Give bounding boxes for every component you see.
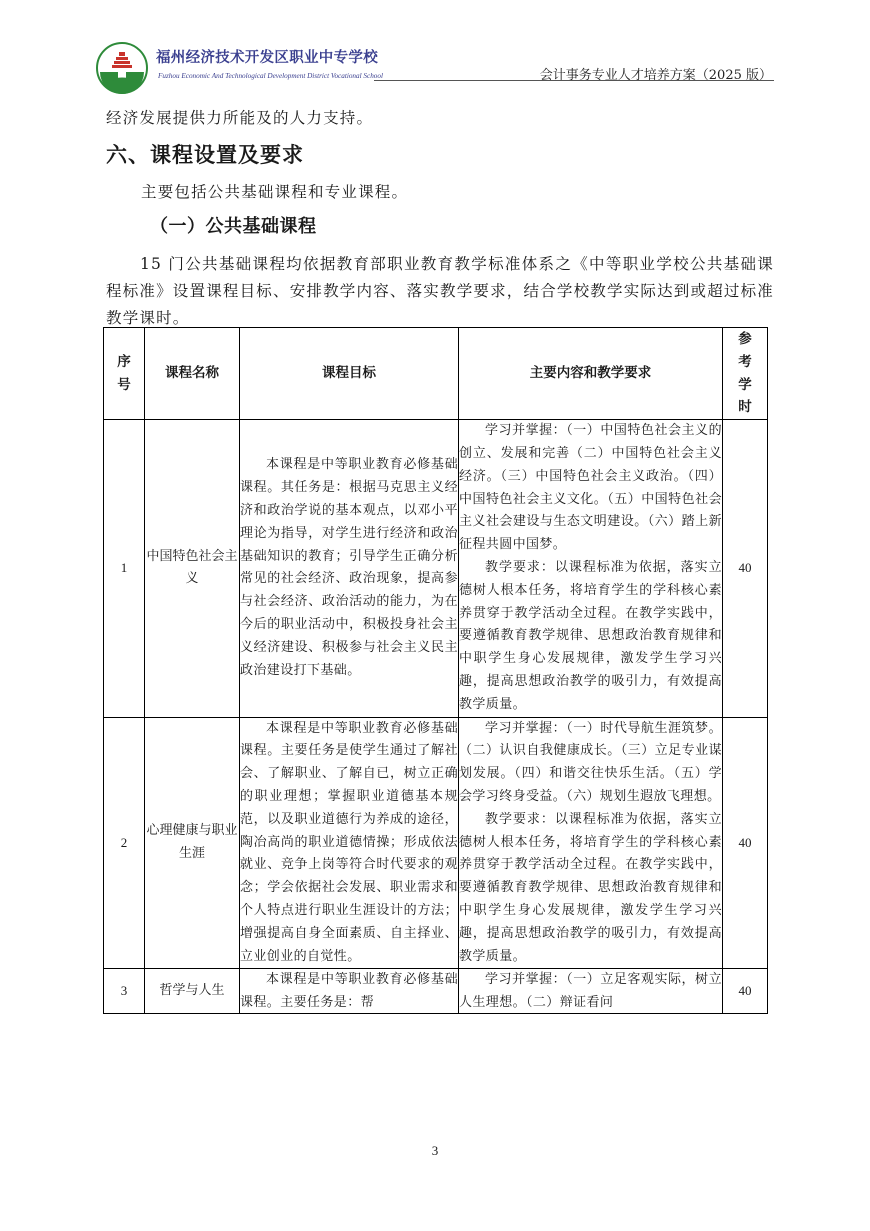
page-number: 3 [431,1143,439,1158]
continuation-paragraph: 经济发展提供力所能及的人力支持。 [106,109,374,127]
content-requirements: 教学要求：以课程标准为依据，落实立德树人根本任务，将培育学生的学科核心素养贯穿于教学活动全过程。在教学实践中，要遵循教育教学规律、思想政治教育规律和中职学生身心发展规律，激发学生学习兴趣，提高思想政治教学的吸引力，有效提高教学质量。 [459,811,722,964]
header-name: 课程名称 [145,328,240,420]
header-goal: 课程目标 [240,328,459,420]
school-pagoda-logo-icon [96,42,148,94]
course-table [103,327,768,1014]
row-index: 2 [104,717,145,969]
table-row [104,717,768,969]
course-name: 哲学与人生 [145,969,240,1014]
course-content [459,420,723,717]
course-name: 中国特色社会主义 [145,420,240,717]
standard-paragraph: 15 门公共基础课程均依据教育部职业教育教学标准体系之《中等职业学校公共基础课程标准》设置课程目标、安排教学内容、落实教学要求，结合学校教学实际达到或超过标准教学课时。 [106,255,775,327]
course-hours: 40 [723,420,768,717]
table-row [104,420,768,717]
section-intro: 主要包括公共基础课程和专业课程。 [141,183,409,201]
content-topics: 学习并掌握：（一）立足客观实际，树立人生理想。（二）辩证看问 [459,972,722,1011]
section-heading: 六、课程设置及要求 [106,143,304,167]
document-title: 会计事务专业人才培养方案（2025 版） [539,68,772,83]
course-content [459,717,723,969]
course-goal: 本课程是中等职业教育必修基础课程。其任务是：根据马克思主义经济和政治学说的基本观点，以邓小平理论为指导，对学生进行经济和政治基础知识的教育；引导学生正确分析常见的社会经济、政治现象，提高参与社会经济、政治活动的能力，为在今后的职业活动中，积极投身社会主义经济建设、积极参与社会主义民主政治建设打下基础。 [240,420,459,717]
course-hours: 40 [723,717,768,969]
course-content [459,969,723,1014]
table-row [104,969,768,1014]
header-divider [374,80,774,81]
school-name-cn: 福州经济技术开发区职业中专学校 [156,50,378,66]
course-name: 心理健康与职业生涯 [145,717,240,969]
course-hours: 40 [723,969,768,1014]
content-topics: 学习并掌握：（一）中国特色社会主义的创立、发展和完善（二）中国特色社会主义经济。（三）中国特色社会主义政治。（四）中国特色社会主义文化。（五）中国特色社会主义社会建设与生态文明建设。（六）踏上新征程共圆中国梦。 [459,423,722,553]
row-index: 3 [104,969,145,1014]
content-requirements: 教学要求：以课程标准为依据，落实立德树人根本任务，将培育学生的学科核心素养贯穿于教学活动全过程。在教学实践中，要遵循教育教学规律、思想政治教育规律和中职学生身心发展规律，激发学生学习兴趣，提高思想政治教学的吸引力，有效提高教学质量。 [459,559,722,712]
course-goal: 本课程是中等职业教育必修基础课程。主要任务是使学生通过了解社会、了解职业、了解自已，树立正确的职业理想；掌握职业道德基本规范，以及职业道德行为养成的途径，陶冶高尚的职业道德情操；形成依法就业、竞争上岗等符合时代要求的观念；学会依据社会发展、职业需求和个人特点进行职业生涯设计的方法；增强提高自身全面素质、自主择业、立业创业的自觉性。 [240,717,459,969]
content-topics: 学习并掌握：（一）时代导航生涯筑梦。（二）认识自我健康成长。（三）立足专业谋划发展。（四）和谐交往快乐生活。（五）学会学习终身受益。（六）规划生遐放飞理想。 [459,720,722,804]
school-name-en: Fuzhou Economic And Technological Development District Vocational School [158,72,383,80]
course-goal [240,969,459,1014]
header-index: 序号 [104,328,145,420]
row-index: 1 [104,420,145,717]
subsection-heading: （一）公共基础课程 [150,216,317,237]
header-hours: 参考学时 [723,328,768,420]
page-header [96,42,776,92]
course-goal-text: 本课程是中等职业教育必修基础课程。主要任务是：帮 [240,972,458,1011]
header-content: 主要内容和教学要求 [459,328,723,420]
table-header-row [104,328,768,420]
